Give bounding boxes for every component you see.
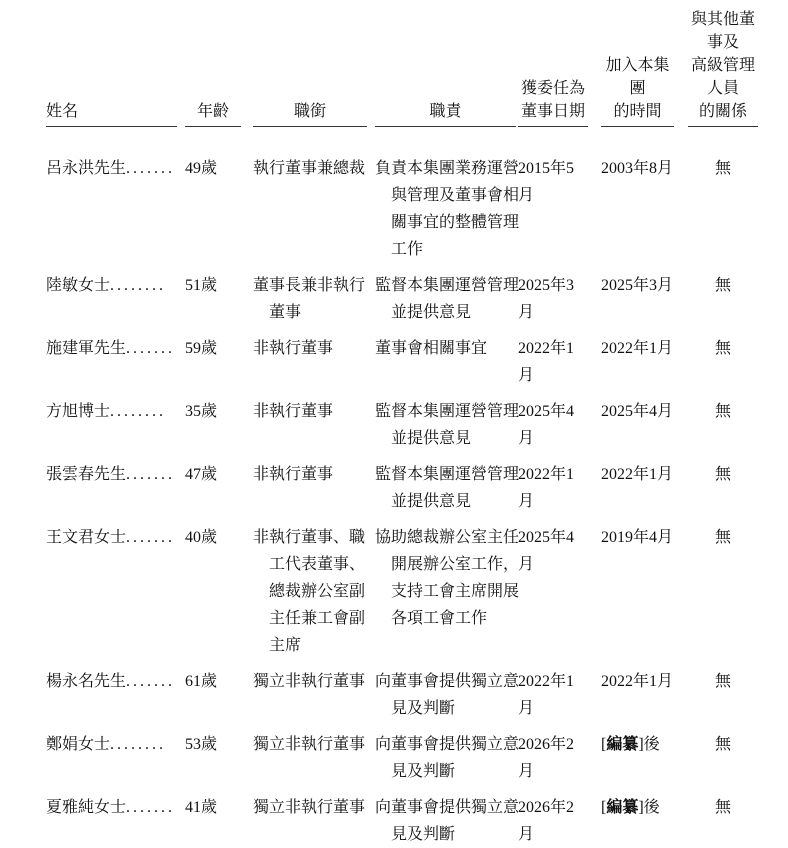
director-name: 方旭博士 xyxy=(46,403,111,420)
cell-appointed: 2015年5月 xyxy=(518,160,575,204)
cell-director-name xyxy=(46,731,177,758)
dot-leader: ....... xyxy=(126,799,176,816)
cell-age: 51歲 xyxy=(185,277,218,294)
cell-duty: 董事會相關事宜 xyxy=(375,340,488,357)
cell-title: 非執行董事 xyxy=(253,403,334,420)
cell-joined: [編纂]後 xyxy=(601,736,660,753)
cell-title: 董事長兼非執行 董事 xyxy=(253,277,366,321)
header-appointed: 獲委任為 董事日期 xyxy=(518,77,588,127)
cell-director-name xyxy=(46,398,177,425)
cell-title: 獨立非執行董事 xyxy=(253,673,366,690)
cell-appointed: 2022年1月 xyxy=(518,466,575,510)
cell-relationship: 無 xyxy=(714,799,731,816)
header-name: 姓名 xyxy=(46,100,177,127)
cell-relationship: 無 xyxy=(714,403,731,420)
table-header-row xyxy=(46,8,788,127)
cell-relationship: 無 xyxy=(714,340,731,357)
director-name: 夏雅純女士 xyxy=(46,799,127,816)
cell-age: 49歲 xyxy=(185,160,218,177)
header-duty: 職責 xyxy=(375,100,516,127)
director-name: 王文君女士 xyxy=(46,529,127,546)
cell-director-name xyxy=(46,668,177,695)
cell-relationship: 無 xyxy=(714,277,731,294)
director-name: 呂永洪先生 xyxy=(46,160,127,177)
cell-appointed: 2025年4月 xyxy=(518,529,575,573)
cell-duty: 監督本集團運營管理 並提供意見 xyxy=(375,466,520,510)
header-title: 職銜 xyxy=(253,100,367,127)
cell-duty: 向董事會提供獨立意 見及判斷 xyxy=(375,799,520,843)
director-name: 鄭娟女士 xyxy=(46,736,111,753)
cell-age: 41歲 xyxy=(185,799,218,816)
cell-joined: 2025年3月 xyxy=(601,277,674,294)
cell-director-name xyxy=(46,272,177,299)
cell-relationship: 無 xyxy=(714,736,731,753)
table-row xyxy=(46,794,788,848)
director-name: 張雲春先生 xyxy=(46,466,127,483)
cell-duty: 向董事會提供獨立意 見及判斷 xyxy=(375,673,520,717)
cell-joined: [編纂]後 xyxy=(601,799,660,816)
cell-director-name xyxy=(46,794,177,821)
cell-relationship: 無 xyxy=(714,529,731,546)
cell-title: 執行董事兼總裁 xyxy=(253,160,366,177)
cell-joined: 2022年1月 xyxy=(601,466,674,483)
cell-relationship: 無 xyxy=(714,466,731,483)
director-name: 楊永名先生 xyxy=(46,673,127,690)
cell-age: 40歲 xyxy=(185,529,218,546)
dot-leader: ........ xyxy=(110,403,167,420)
cell-joined: 2022年1月 xyxy=(601,340,674,357)
dot-leader: ....... xyxy=(126,673,176,690)
table-row xyxy=(46,335,788,389)
director-name: 陸敏女士 xyxy=(46,277,111,294)
cell-title: 獨立非執行董事 xyxy=(253,799,366,816)
table-body xyxy=(46,155,788,848)
cell-duty: 監督本集團運營管理 並提供意見 xyxy=(375,403,520,447)
cell-age: 61歲 xyxy=(185,673,218,690)
cell-director-name xyxy=(46,335,177,362)
cell-appointed: 2025年3月 xyxy=(518,277,575,321)
cell-duty: 監督本集團運營管理 並提供意見 xyxy=(375,277,520,321)
cell-joined: 2019年4月 xyxy=(601,529,674,546)
cell-age: 35歲 xyxy=(185,403,218,420)
cell-title: 獨立非執行董事 xyxy=(253,736,366,753)
table-row xyxy=(46,272,788,326)
dot-leader: ........ xyxy=(110,736,167,753)
cell-age: 47歲 xyxy=(185,466,218,483)
table-row xyxy=(46,398,788,452)
dot-leader: ....... xyxy=(126,466,176,483)
cell-duty: 負責本集團業務運營 與管理及董事會相 關事宜的整體管理 工作 xyxy=(375,160,520,258)
cell-duty: 協助總裁辦公室主任 開展辦公室工作， 支持工會主席開展 各項工會工作 xyxy=(375,529,520,627)
dot-leader: ........ xyxy=(110,277,167,294)
cell-director-name xyxy=(46,155,177,182)
director-name: 施建軍先生 xyxy=(46,340,127,357)
cell-relationship: 無 xyxy=(714,673,731,690)
table-row xyxy=(46,731,788,785)
cell-age: 59歲 xyxy=(185,340,218,357)
cell-relationship: 無 xyxy=(714,160,731,177)
cell-title: 非執行董事 xyxy=(253,466,334,483)
cell-appointed: 2026年2月 xyxy=(518,799,575,843)
table-row xyxy=(46,524,788,659)
cell-title: 非執行董事 xyxy=(253,340,334,357)
dot-leader: ....... xyxy=(126,340,176,357)
dot-leader: ....... xyxy=(126,529,176,546)
cell-appointed: 2022年1月 xyxy=(518,673,575,717)
cell-title: 非執行董事、職 工代表董事、 總裁辦公室副 主任兼工會副 主席 xyxy=(253,529,366,654)
cell-joined: 2022年1月 xyxy=(601,673,674,690)
cell-duty: 向董事會提供獨立意 見及判斷 xyxy=(375,736,520,780)
table-row xyxy=(46,155,788,263)
cell-appointed: 2026年2月 xyxy=(518,736,575,780)
header-age: 年齡 xyxy=(185,100,241,127)
header-joined: 加入本集團 的時間 xyxy=(601,54,674,127)
cell-joined: 2003年8月 xyxy=(601,160,674,177)
cell-appointed: 2025年4月 xyxy=(518,403,575,447)
table-row xyxy=(46,461,788,515)
header-relationship: 與其他董事及 高級管理人員 的關係 xyxy=(688,8,758,127)
table-row xyxy=(46,668,788,722)
cell-director-name xyxy=(46,461,177,488)
dot-leader: ....... xyxy=(126,160,176,177)
cell-age: 53歲 xyxy=(185,736,218,753)
cell-appointed: 2022年1月 xyxy=(518,340,575,384)
cell-joined: 2025年4月 xyxy=(601,403,674,420)
cell-director-name xyxy=(46,524,177,551)
